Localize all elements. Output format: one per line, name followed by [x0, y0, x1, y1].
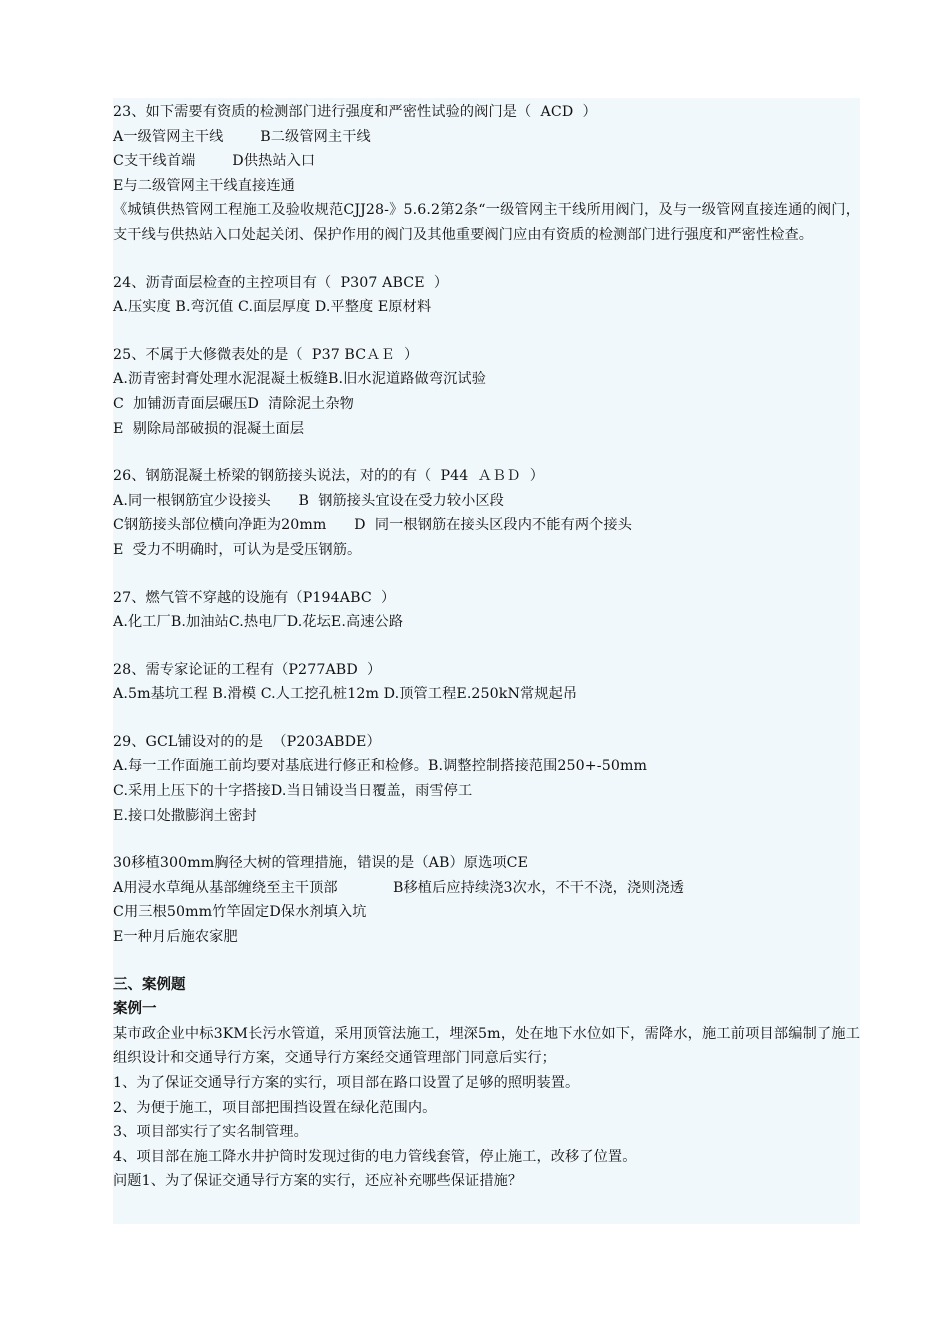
question-27 [113, 586, 860, 635]
option-line: C.采用上压下的十字搭接D.当日铺设当日覆盖，雨雪停工 [113, 783, 473, 800]
document-page [113, 98, 860, 1224]
question-25 [113, 343, 860, 441]
option-line: A.压实度 B.弯沉值 C.面层厚度 D.平整度 E原材料 [113, 299, 432, 316]
option-line: E.接口处撒膨润土密封 [113, 807, 257, 824]
question-23 [113, 100, 860, 248]
question-stem: 25、不属于大修微表处的是（ P37 BCＡＥ ） [113, 346, 419, 363]
question-29 [113, 730, 860, 828]
option-line: C 加铺沥青面层碾压D 清除泥土杂物 [113, 395, 354, 412]
question-stem: 23、如下需要有资质的检测部门进行强度和严密性试验的阀门是（ ACD ） [113, 104, 597, 120]
question-stem: 29、GCL铺设对的的是 （P203ABDE） [113, 733, 381, 750]
option-line: A用浸水草绳从基部缠绕至主干顶部 B移植后应持续浇3次水，不干不浇，浇则浇透 [113, 879, 685, 896]
option-line: A.同一根钢筋宜少设接头 B 钢筋接头宜设在受力较小区段 [113, 492, 504, 509]
case-item: 3、项目部实行了实名制管理。 [113, 1124, 308, 1141]
case-section [113, 973, 860, 1194]
option-line: A.沥青密封膏处理水泥混凝土板缝B.旧水泥道路做弯沉试验 [113, 371, 486, 388]
option-line: E与二级管网主干线直接连通 [113, 177, 295, 194]
case-item: 1、为了保证交通导行方案的实行，项目部在路口设置了足够的照明装置。 [113, 1075, 580, 1091]
section-heading: 三、案例题 [113, 976, 186, 993]
option-line: A.每一工作面施工前均要对基底进行修正和检修。B.调整控制搭接范围250+-50mm [113, 758, 648, 775]
question-26 [113, 464, 860, 562]
option-line: E 剔除局部破损的混凝土面层 [113, 420, 305, 437]
reference-note: 《城镇供热管网工程施工及验收规范CJJ28-》5.6.2第2条“一级管网主干线所用阀门，及与一级管网直接连通的阀门，支干线与供热站入口处起关闭、保护作用的阀门及其他重要阀门应由有资质的检测部门进行强度和严密性检查。 [113, 202, 860, 243]
question-stem: 30移植300mm胸径大树的管理措施，错误的是（AB）原选项CE [113, 855, 529, 872]
option-line: C支干线首端 D供热站入口 [113, 153, 316, 170]
case-item: 2、为便于施工，项目部把围挡设置在绿化范围内。 [113, 1099, 437, 1116]
question-stem: 28、需专家论证的工程有（P277ABD ） [113, 661, 382, 678]
question-24 [113, 271, 860, 320]
case-item: 4、项目部在施工降水井护筒时发现过街的电力管线套管，停止施工，改移了位置。 [113, 1148, 637, 1165]
case-heading: 案例一 [113, 1001, 157, 1018]
option-line: E一种月后施农家肥 [113, 929, 238, 946]
question-stem: 26、钢筋混凝土桥梁的钢筋接头说法，对的的有（ P44 ＡＢＤ ） [113, 468, 545, 485]
question-28 [113, 658, 860, 707]
question-stem: 27、燃气管不穿越的设施有（P194ABC ） [113, 589, 396, 606]
option-line: C钢筋接头部位横向净距为20mm D 同一根钢筋在接头区段内不能有两个接头 [113, 517, 633, 534]
question-stem: 24、沥青面层检查的主控项目有（ P307 ABCE ） [113, 274, 449, 291]
option-line: A.5m基坑工程 B.滑模 C.人工挖孔桩12m D.顶管工程E.250kN常规起吊 [113, 686, 578, 703]
case-intro: 某市政企业中标3KM长污水管道，采用顶管法施工，埋深5m，处在地下水位如下，需降水，施工前项目部编制了施工组织设计和交通导行方案，交通导行方案经交通管理部门同意后实行； [113, 1025, 860, 1067]
case-question: 问题1、为了保证交通导行方案的实行，还应补充哪些保证措施？ [113, 1173, 523, 1190]
option-line: E 受力不明确时，可认为是受压钢筋。 [113, 541, 362, 558]
option-line: A一级管网主干线 B二级管网主干线 [113, 128, 371, 145]
option-line: A.化工厂B.加油站C.热电厂D.花坛E.高速公路 [113, 614, 404, 631]
option-line: C用三根50mm竹竿固定D保水剂填入坑 [113, 904, 367, 921]
question-30 [113, 851, 860, 949]
